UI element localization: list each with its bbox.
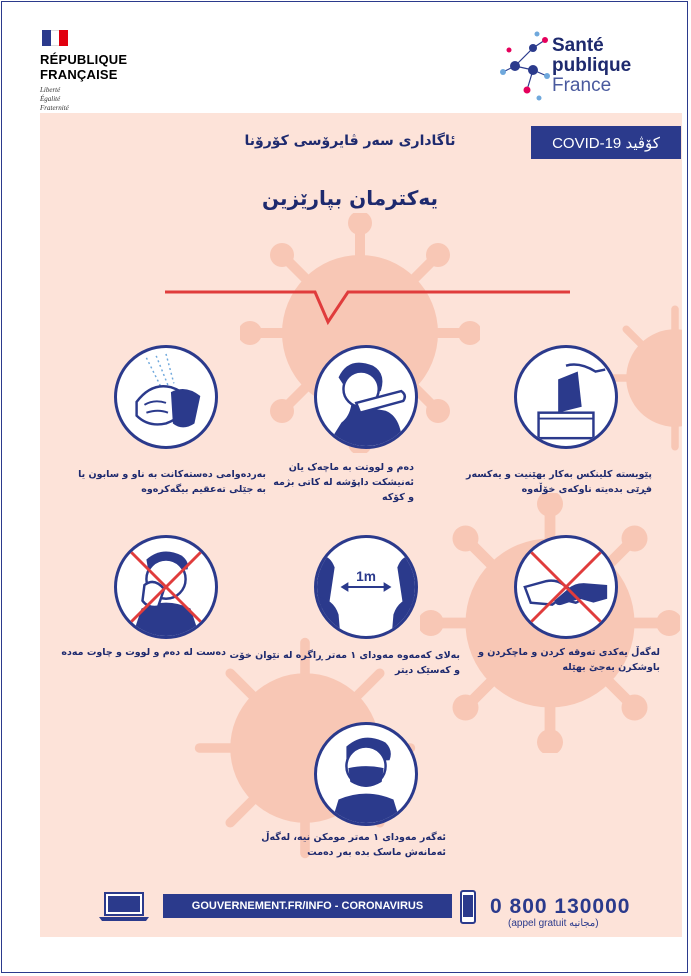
speech-bubble-line: [165, 286, 570, 326]
gesture-caption-no-greeting: لەگەڵ یەکدی تەوقە کردن و ماچکردن و باوشکرن بەجێ بهێلە: [478, 647, 660, 673]
rf-motto-2: Égalité: [40, 95, 61, 103]
poster-title: یەکترمان بپارێزین: [262, 186, 438, 210]
distance-label: 1m: [356, 569, 376, 585]
no-handshake-icon: [514, 535, 618, 639]
gesture-caption-cover-cough: دەم و لووتت بە ماچەک یان ئەنیشکت داپۆشە لە کاتی بژمە و کۆکە: [273, 462, 414, 503]
rf-motto-1: Liberté: [40, 86, 61, 94]
hotline-note: (appel gratuit مجانیە): [508, 918, 599, 929]
covid-badge: کۆڤید COVID-19: [531, 126, 681, 159]
gesture-caption-no-touch: دەست لە دەم و لووت و چاوت مەدە: [61, 647, 226, 658]
hand-washing-icon: [114, 345, 218, 449]
gesture-caption-distance: بەلای کەمەوە مەودای ١ مەتر ڕاگرە لە نێوان خۆت و کەسێک دیتر: [229, 650, 460, 676]
spf-line2: publique: [552, 55, 632, 76]
poster-subtitle: ئاگاداری سەر ڤایرۆسی کۆرۆنا: [244, 133, 456, 149]
face-mask-icon: [314, 722, 418, 826]
gesture-caption-mask: ئەگەر مەودای ١ مەتر مومکن نیە، لەگەڵ ئەمانەش ماسک بدە بەر دەمت: [261, 832, 446, 858]
rf-motto-3: Fraternité: [40, 104, 69, 112]
sante-publique-france-logo: [497, 28, 657, 108]
network-dots-icon: [497, 28, 552, 108]
republique-francaise-logo: [40, 30, 170, 113]
rf-name-line1: RÉPUBLIQUE: [40, 52, 128, 67]
spf-line1: Santé: [552, 35, 604, 56]
gesture-caption-wash-hands: بەردەوامی دەستەکانت بە ناو و سابون یا بە جێلی تەعقیم بیگەکرەوە: [78, 469, 266, 495]
laptop-icon: [98, 892, 150, 922]
rf-name-line2: FRANÇAISE: [40, 67, 118, 82]
government-info-link[interactable]: GOUVERNEMENT.FR/INFO - CORONAVIRUS: [163, 894, 452, 918]
tissue-bin-icon: [514, 345, 618, 449]
no-face-touch-icon: [114, 535, 218, 639]
hotline-number[interactable]: 0 800 130000: [490, 895, 631, 918]
spf-line3: France: [552, 75, 612, 96]
phone-icon: [460, 890, 476, 924]
cough-elbow-icon: [314, 345, 418, 449]
gesture-caption-tissue: پێویستە کلینکس بەکار بهێنیت و یەکسەر فڕێی بدەیتە ناوکەی خۆڵەوە: [466, 469, 652, 495]
marianne-flag-icon: [42, 30, 68, 46]
distance-1m-icon: [314, 535, 418, 639]
